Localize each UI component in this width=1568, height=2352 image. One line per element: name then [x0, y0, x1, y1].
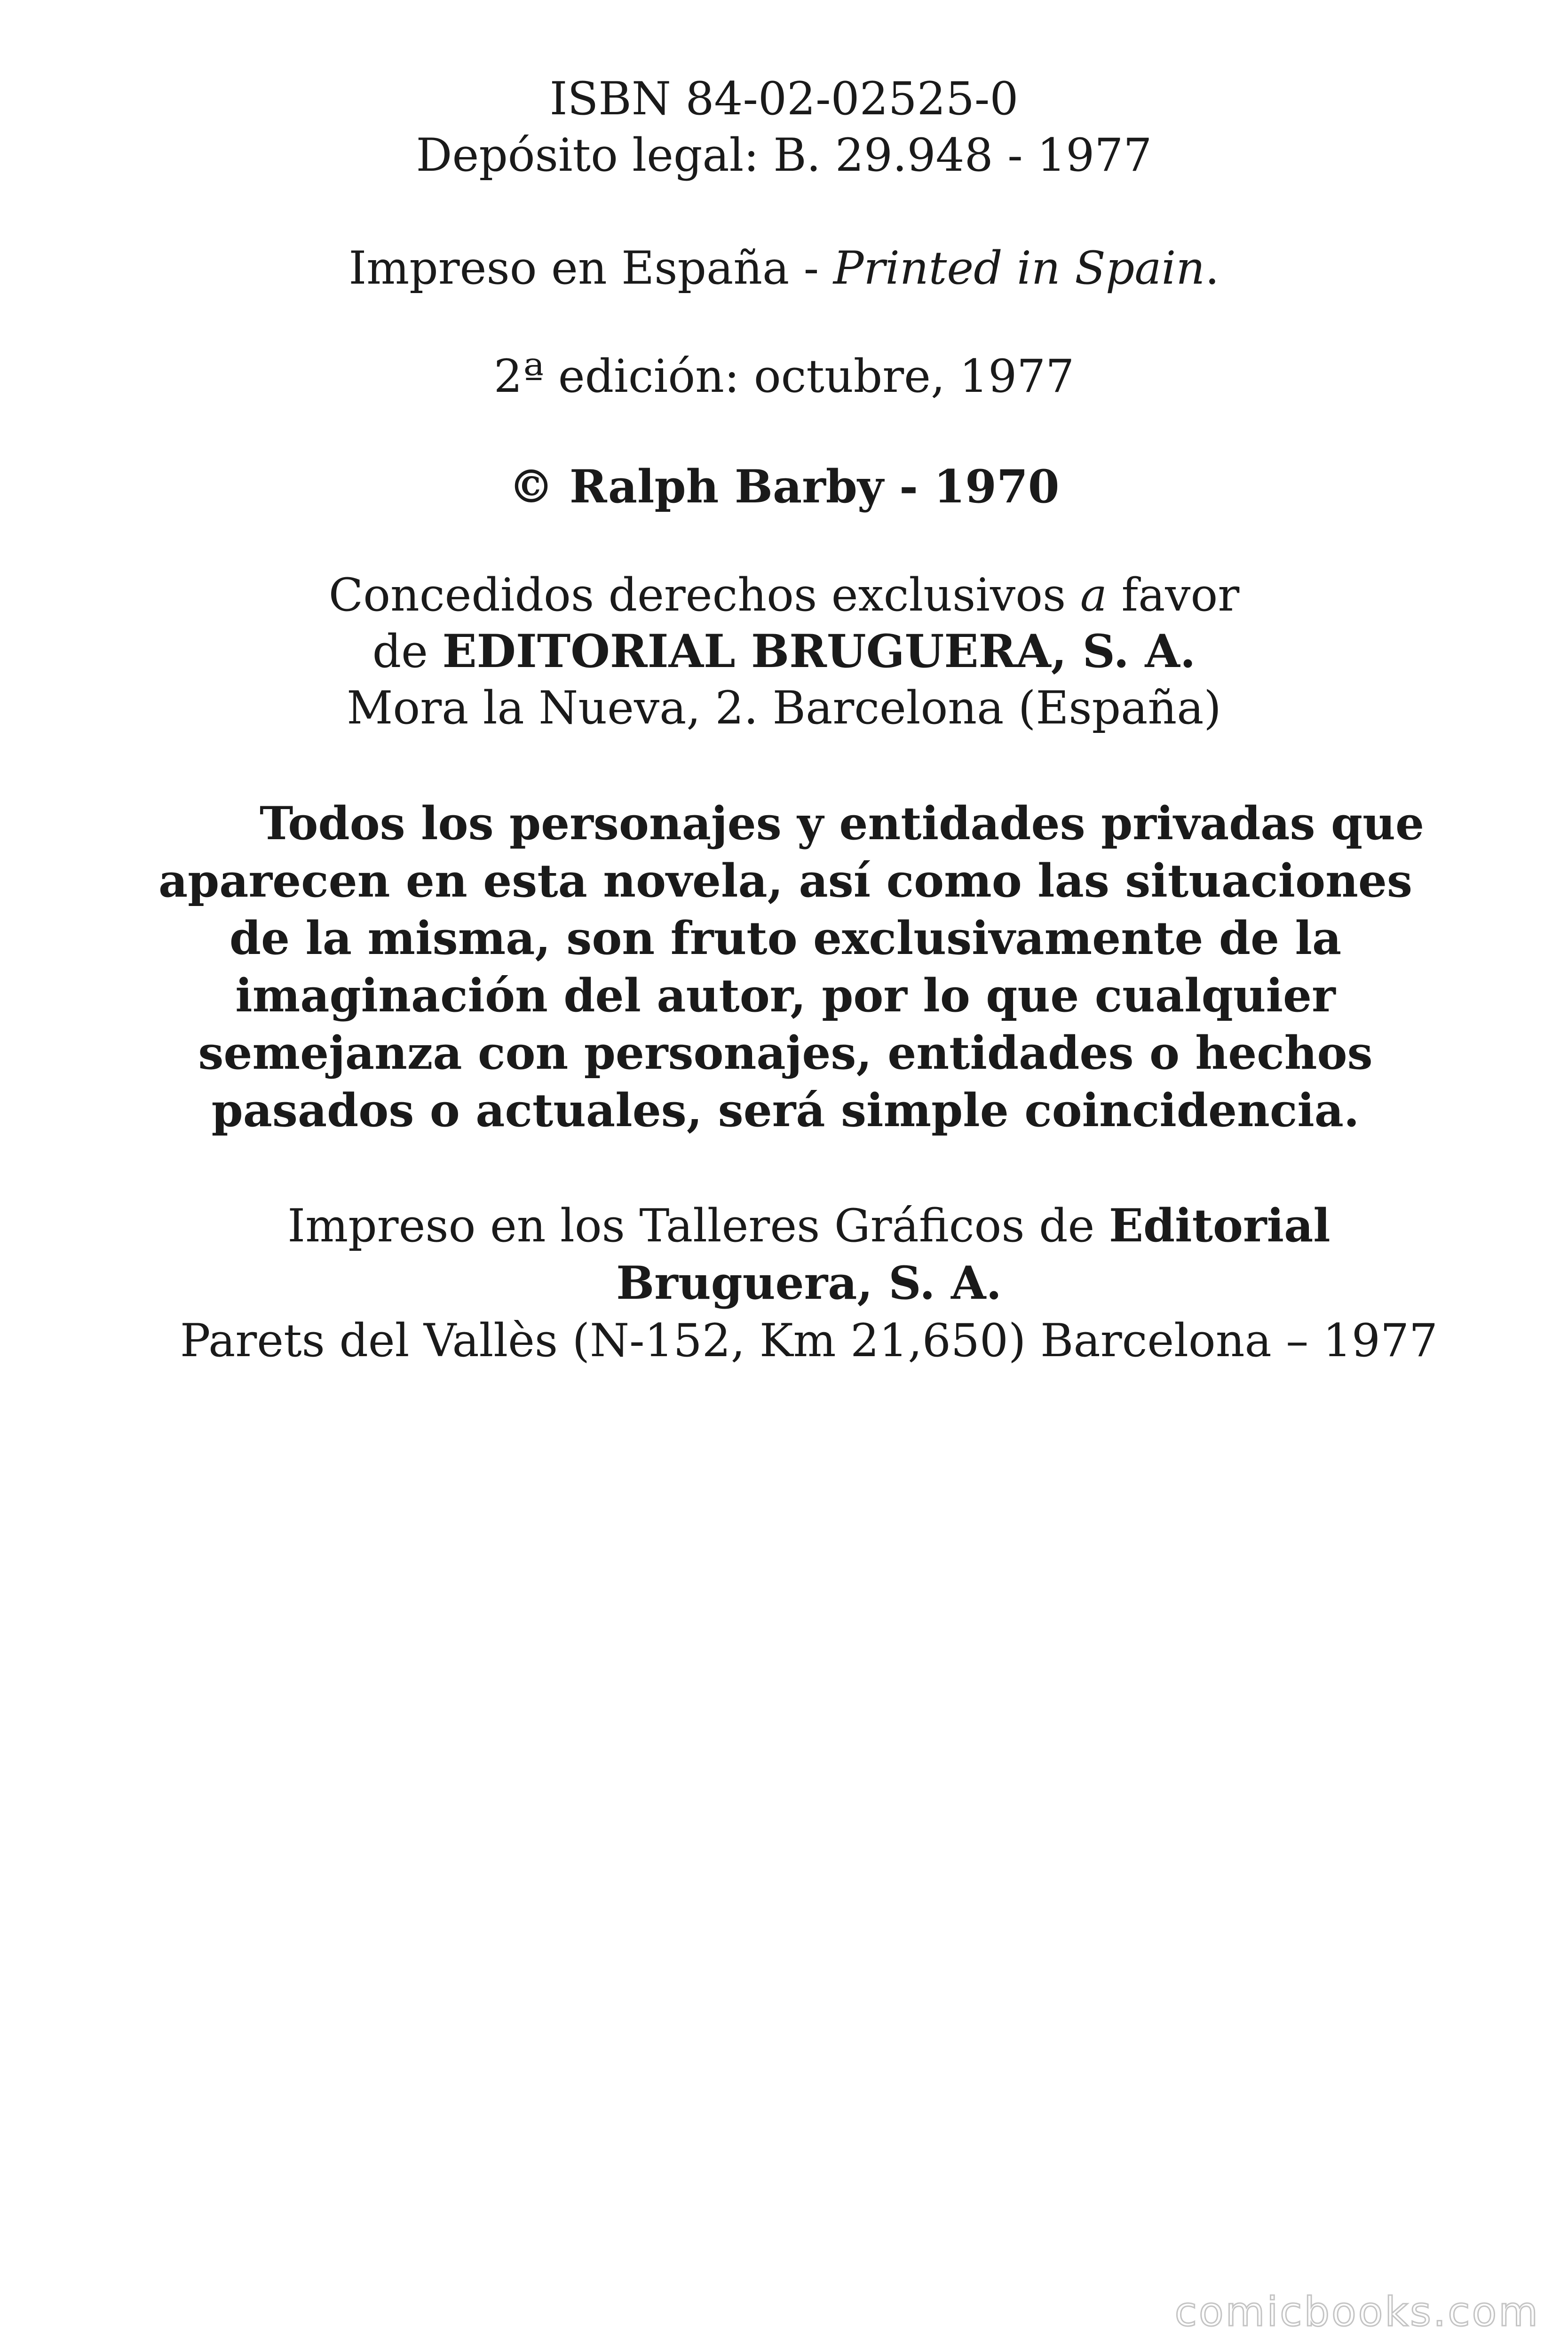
fiction-disclaimer: Todos los personajes y entidades privadas que aparecen en esta novela, así como las situaciones de la misma, son fruto exclusivamente de la imaginación del autor, por lo que cualquier semejanza con personajes, entidades o hechos pasados o actuales, será simple coincidencia. — [158, 797, 1425, 1137]
printer-name: Editorial Bruguera, S. A. — [616, 1199, 1330, 1310]
isbn-line: ISBN 84-02-02525-0 — [549, 72, 1019, 125]
printed-in-spain-line — [0, 240, 1568, 296]
deposito-legal-line: Depósito legal: B. 29.948 - 1977 — [416, 129, 1152, 182]
printer-lead: Impreso en los Talleres Gráficos de — [287, 1200, 1109, 1252]
printed-in-spain-trail: . — [1205, 242, 1220, 294]
publisher-address: Mora la Nueva, 2. Barcelona (España) — [347, 682, 1221, 734]
printer-address: Parets del Vallès (N-152, Km 21,650) Barcelona – 1977 — [180, 1314, 1438, 1367]
site-watermark: comicbooks.com — [1174, 2288, 1540, 2336]
publisher-name: EDITORIAL BRUGUERA, S. A. — [442, 625, 1196, 678]
rights-line-1-italic: a — [1080, 569, 1108, 621]
rights-line-1-trail: favor — [1107, 569, 1240, 621]
printed-in-spain-lead: Impreso en España - — [348, 242, 833, 294]
rights-line-1 — [0, 567, 1568, 623]
rights-line-2-lead: de — [372, 625, 443, 678]
printer-info — [169, 1197, 1449, 1369]
printed-in-spain-italic: Printed in Spain — [833, 242, 1205, 294]
copyright-line: © Ralph Barby - 1970 — [508, 460, 1060, 513]
rights-line-1-lead: Concedidos derechos exclusivos — [328, 569, 1080, 621]
rights-line-2 — [0, 623, 1568, 680]
edition-line: 2ª edición: octubre, 1977 — [493, 350, 1075, 403]
